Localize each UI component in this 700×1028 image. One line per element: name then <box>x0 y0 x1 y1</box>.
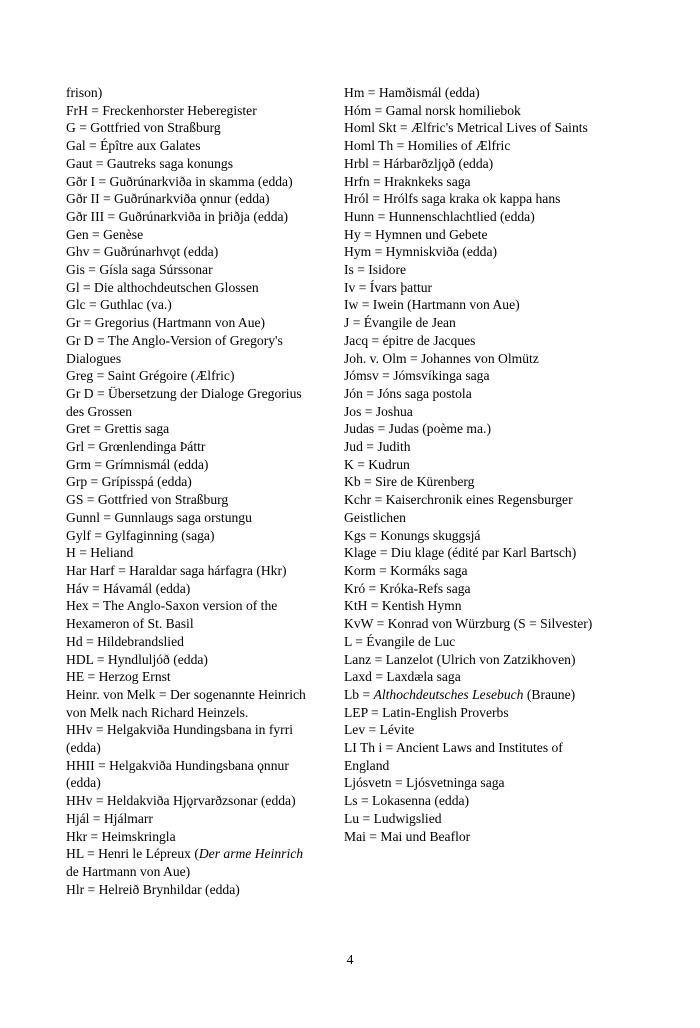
abbreviation-entry: Kchr = Kaiserchronik eines Regensburger Geistlichen <box>344 492 573 525</box>
abbreviation-entry: HE = Herzog Ernst <box>66 669 171 685</box>
entry-italic: Der arme Heinrich <box>198 846 304 862</box>
abbreviation-entry: Jud = Judith <box>344 439 411 455</box>
abbreviation-entry: HDL = Hyndluljóð (edda) <box>66 651 208 667</box>
abbreviation-entry: Grm = Grímnismál (edda) <box>66 456 209 472</box>
abbreviation-entry: LI Th i = Ancient Laws and Institutes of England <box>344 740 563 773</box>
abbreviation-entry: J = Évangile de Jean <box>344 315 456 331</box>
abbreviation-entry: Greg = Saint Grégoire (Ælfric) <box>66 368 235 384</box>
abbreviation-entry: Gaut = Gautreks saga konungs <box>66 155 233 171</box>
abbreviation-entry: Jacq = épitre de Jacques <box>344 332 476 348</box>
abbreviation-entry: Judas = Judas (poème ma.) <box>344 421 491 437</box>
abbreviation-entry <box>344 686 606 704</box>
abbreviation-entry: HHv = Heldakviða Hjǫrvarðzsonar (edda) <box>66 793 296 809</box>
abbreviation-entry: Laxd = Laxdæla saga <box>344 669 461 685</box>
abbreviation-entry: Hjál = Hjálmarr <box>66 810 153 826</box>
abbreviation-entry: Hex = The Anglo-Saxon version of the Hexameron of St. Basil <box>66 598 278 632</box>
abbreviation-entry: Ljósvetn = Ljósvetninga saga <box>344 775 505 791</box>
entry-prefix: Lb = <box>344 686 374 702</box>
abbreviation-entry: Gr D = Übersetzung der Dialoge Gregorius des Grossen <box>66 385 302 419</box>
abbreviation-entry: Hrbl = Hárbarðzljǫð (edda) <box>344 155 494 171</box>
abbreviation-entry: Hunn = Hunnenschlachtlied (edda) <box>344 208 535 224</box>
abbreviation-entry: Hrfn = Hraknkeks saga <box>344 173 471 189</box>
abbreviation-entry: Hm = Hamðismál (edda) <box>344 85 480 100</box>
abbreviation-entry: Joh. v. Olm = Johannes von Olmütz <box>344 350 539 366</box>
abbreviation-entry: Iv = Ívars þattur <box>344 279 433 295</box>
abbreviation-entry: Hlr = Helreið Brynhildar (edda) <box>66 881 240 897</box>
abbreviation-entry: Hd = Hildebrandslied <box>66 633 184 649</box>
abbreviation-entry: Jos = Joshua <box>344 403 413 419</box>
abbreviation-entry: Hym = Hymniskviða (edda) <box>344 244 498 260</box>
abbreviation-entry: HHII = Helgakviða Hundingsbana ǫnnur (edda) <box>66 757 289 791</box>
entry-italic: Althochdeutsches Lesebuch <box>373 686 524 702</box>
abbreviation-entry: Ghv = Guðrúnarhvǫt (edda) <box>66 244 219 260</box>
abbreviation-entry: Gðr III = Guðrúnarkviða in þriðja (edda) <box>66 208 289 224</box>
abbreviation-entry: Jón = Jóns saga postola <box>344 385 472 401</box>
abbreviation-entry: Gðr I = Guðrúnarkviða in skamma (edda) <box>66 173 293 189</box>
abbreviation-entry: Iw = Iwein (Hartmann von Aue) <box>344 297 520 313</box>
abbreviation-entry: Gis = Gísla saga Súrssonar <box>66 262 213 278</box>
abbreviation-entry: Gðr II = Guðrúnarkviða ǫnnur (edda) <box>66 191 270 207</box>
abbreviation-entry: Grp = Grípisspá (edda) <box>66 474 192 490</box>
abbreviation-entry: Mai = Mai und Beaflor <box>344 828 471 844</box>
abbreviation-entry: Gen = Genèse <box>66 226 144 242</box>
left-column <box>66 84 316 898</box>
abbreviation-entry: Gunnl = Gunnlaugs saga orstungu <box>66 509 252 525</box>
abbreviation-entry: H = Heliand <box>66 545 134 561</box>
abbreviation-entry: KtH = Kentish Hymn <box>344 598 462 614</box>
abbreviation-entry: KvW = Konrad von Würzburg (S = Silvester) <box>344 616 593 632</box>
abbreviation-entry: Gret = Grettis saga <box>66 421 170 437</box>
abbreviation-entry: FrH = Freckenhorster Heberegister <box>66 102 257 118</box>
abbreviation-entry: HHv = Helgakviða Hundingsbana in fyrri (edda) <box>66 722 294 756</box>
abbreviation-entry: Hy = Hymnen und Gebete <box>344 226 488 242</box>
abbreviation-entry: Gal = Épître aux Galates <box>66 138 201 154</box>
page-number: 4 <box>346 952 354 967</box>
abbreviation-entry: Hkr = Heimskringla <box>66 828 176 844</box>
abbreviation-entry: Grl = Grœnlendinga Þáttr <box>66 439 206 455</box>
abbreviation-entry: Korm = Kormáks saga <box>344 562 468 578</box>
abbreviation-entry: Lu = Ludwigslied <box>344 810 442 826</box>
abbreviation-entry: G = Gottfried von Straßburg <box>66 120 221 136</box>
abbreviation-entry: Lev = Lévite <box>344 722 415 738</box>
abbreviation-entry: Har Harf = Haraldar saga hárfagra (Hkr) <box>66 562 287 578</box>
abbreviation-entry: Kró = Króka-Refs saga <box>344 580 471 596</box>
abbreviation-entry: Ls = Lokasenna (edda) <box>344 793 470 809</box>
entry-suffix: (Braune) <box>523 686 576 702</box>
abbreviation-entry: Glc = Guthlac (va.) <box>66 297 172 313</box>
abbreviation-entry: Lanz = Lanzelot (Ulrich von Zatzikhoven) <box>344 651 576 667</box>
abbreviation-entry: LEP = Latin-English Proverbs <box>344 704 509 720</box>
entry-suffix: de Hartmann von Aue) <box>66 863 191 879</box>
abbreviation-entry: Gr = Gregorius (Hartmann von Aue) <box>66 315 266 331</box>
abbreviation-entry: Gr D = The Anglo-Version of Gregory's Dialogues <box>66 332 283 366</box>
abbreviation-entry: L = Évangile de Luc <box>344 633 456 649</box>
abbreviation-entry: Háv = Hávamál (edda) <box>66 580 191 596</box>
abbreviation-entry: Gl = Die althochdeutschen Glossen <box>66 279 259 295</box>
abbreviation-entry: Kb = Sire de Kürenberg <box>344 474 475 490</box>
abbreviation-entry: Homl Th = Homilies of Ælfric <box>344 138 511 154</box>
abbreviation-entry <box>66 845 316 880</box>
abbreviation-entry: GS = Gottfried von Straßburg <box>66 492 229 508</box>
abbreviation-entry: Homl Skt = Ælfric's Metrical Lives of Saints <box>344 120 588 136</box>
abbreviation-entry: Is = Isidore <box>344 262 407 278</box>
abbreviation-entry: Klage = Diu klage (édité par Karl Bartsch) <box>344 545 577 561</box>
abbreviation-entry: Jómsv = Jómsvíkinga saga <box>344 368 490 384</box>
abbreviation-entry: Kgs = Konungs skuggsjá <box>344 527 481 543</box>
entry-prefix: HL = Henri le Lépreux ( <box>66 846 199 862</box>
abbreviation-entry: Heinr. von Melk = Der sogenannte Heinrich von Melk nach Richard Heinzels. <box>66 686 306 720</box>
abbreviation-entry: Gylf = Gylfaginning (saga) <box>66 527 215 543</box>
abbreviation-entry: K = Kudrun <box>344 456 410 472</box>
right-column <box>344 84 606 845</box>
abbreviation-entry: frison) <box>66 85 103 100</box>
abbreviation-entry: Hóm = Gamal norsk homiliebok <box>344 102 521 118</box>
abbreviation-entry: Hról = Hrólfs saga kraka ok kappa hans <box>344 191 561 207</box>
